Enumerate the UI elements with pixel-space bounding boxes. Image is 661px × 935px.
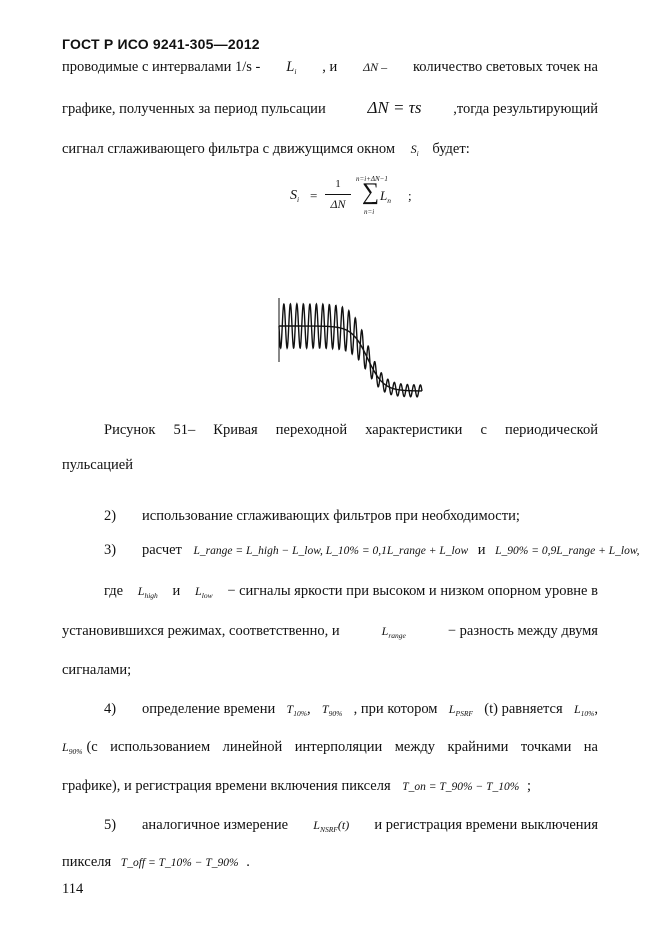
where-Lhigh: $L_{high}$ [137,584,158,600]
where-text-a: где [104,583,124,599]
formula-sum-lower: n=i [364,208,375,216]
figure-caption-line1 [104,422,598,439]
item5-number: 5) [104,817,117,833]
para1-text-c: количество световых точек на [413,59,598,75]
item4-T10: $T_{10\%}$, [286,701,311,718]
para1-deltaN: ΔN – [363,60,388,74]
item2-text: использование сглаживающих фильтров при необходимости; [142,508,520,524]
para1-text-b: , и [322,59,338,75]
where-line2-text-a: установившихся режимах, соответственно, и [62,623,340,639]
item4-text-c: (t) равняется [484,701,563,717]
item3-text: расчет [142,542,182,558]
formula-sum-upper: n=i+ΔN−1 [356,175,388,183]
formula-sum-sign: ∑ [362,179,380,205]
where-Llow: $L_{low}$ [195,584,213,600]
item5-line1 [142,817,598,834]
formula-term: $L_n$ [380,188,391,205]
para1-L-symbol: $L_i$ [286,59,297,76]
item4-text-a: определение времени [142,701,276,717]
para1-S-symbol: $S_i$ [410,142,419,158]
item4-Ton-formula: T_on = T_90% − T_10% [402,781,520,793]
document-header: ГОСТ Р ИСО 9241-305—2012 [62,36,260,52]
para1-text-a: проводимые с интервалами 1/s - [62,59,261,75]
item4-L90: $L_{90\%}$ [62,740,83,756]
where-line2 [62,623,598,640]
para1-period-eq: ΔN = τs [367,98,422,117]
oscillating-response-curve [279,304,422,397]
item5-line2-text: пикселя [62,854,112,870]
item4-T90: $T_{90\%}$ [321,702,343,718]
page-number: 114 [62,881,84,897]
where-line3: сигналами; [62,662,132,678]
item3-formula-90: L_90% = 0,9L_range + L_low, [495,545,640,557]
item4-line1 [142,701,598,718]
item4-line3 [62,778,531,795]
formula-lhs: $S_i$ [290,188,300,204]
item4-L10: $L_{10\%}$, [573,701,598,718]
figure-caption-line2: пульсацией [62,457,133,473]
item4-line2 [62,739,598,756]
where-Lrange: $L_{range}$ [381,624,406,640]
item3-line [142,542,640,559]
item2-number: 2) [104,508,117,524]
item5-text-b: и регистрация времени выключения [374,817,598,833]
item5-end: . [246,854,250,870]
item5-text-a: аналогичное измерение [142,817,289,833]
item5-Lnsrf: $L_{NSRF}(t)$ [313,818,350,834]
where-text-b: − сигналы яркости при высоком и низком опорном уровне в [227,583,598,599]
item5-Toff-formula: T_off = T_10% − T_90% [120,857,239,869]
where-and: и [172,583,181,599]
item3-and: и [477,542,486,558]
item3-number: 3) [104,542,117,558]
item5-line2 [62,854,250,871]
formula-end: ; [408,188,412,203]
para1-line2-text-b: ,тогда результирующий [453,101,598,117]
item4-number: 4) [104,701,117,717]
figure-caption: Рисунок 51– Кривая переходной характеристики с периодической [104,422,598,438]
transition-curve-figure [270,296,430,400]
where-line2-text-b: − разность между двумя [447,623,598,639]
para1-line1 [62,59,598,76]
formula-equals: = [310,188,318,203]
formula-fraction-bar [325,194,351,195]
item4-text-b: , при котором [353,701,438,717]
item4-line3-text: графике), и регистрация времени включения пикселя [62,778,391,794]
formula-numerator: 1 [335,178,341,190]
item4-line3-end: ; [526,778,532,794]
smoothing-formula [290,175,430,218]
item3-formula-range: L_range = L_high − L_low, L_10% = 0,1L_range + L_low [193,545,469,557]
para1-line3 [62,141,470,158]
para1-line2 [62,98,598,118]
para1-line2-text-a: графике, полученных за период пульсации [62,101,326,117]
item4-line2-text: (с использованием линейной интерполяции между крайними точками на [86,739,598,755]
para1-line3-text-a: сигнал сглаживающего фильтра с движущимся окном [62,141,396,157]
where-line1 [104,583,598,600]
formula-denominator: ΔN [330,197,346,211]
para1-line3-text-b: будет: [432,141,470,157]
item4-Lpsrf: $L_{PSRF}$ [448,702,473,718]
